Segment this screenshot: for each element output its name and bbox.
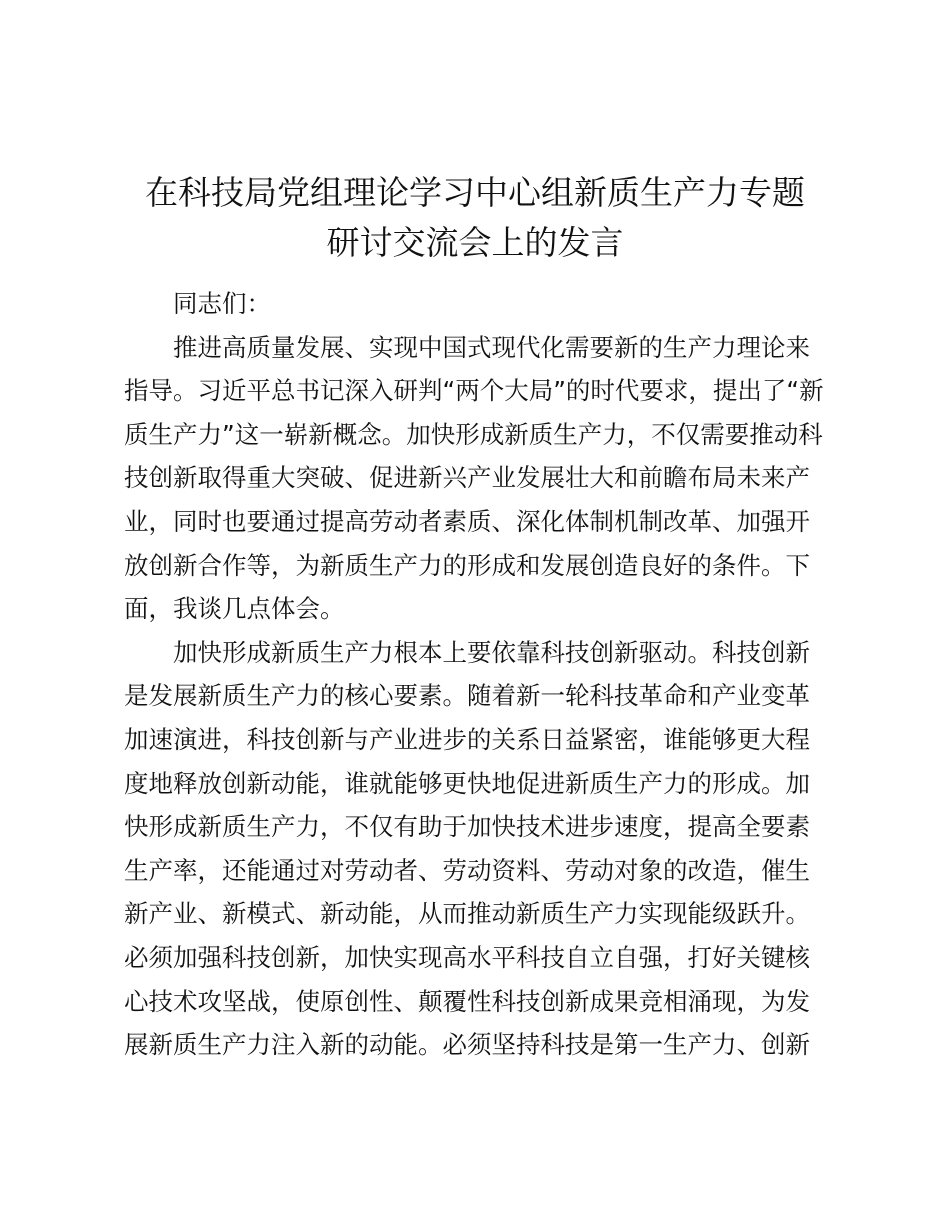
paragraph-1-line: 推进高质量发展、实现中国式现代化需要新的生产力理论来: [173, 332, 810, 362]
title-line: 研讨交流会上的发言: [326, 223, 624, 262]
paragraph-2-line: 新产业、新模式、新动能，从而推动新质生产力实现能级跃升。: [124, 899, 810, 929]
paragraph-2-line: 展新质生产力注入新的动能。必须坚持科技是第一生产力、创新: [124, 1030, 810, 1060]
paragraph-1-line: 技创新取得重大突破、促进新兴产业发展壮大和前瞻布局未来产: [124, 463, 810, 493]
paragraph-2-line: 加快形成新质生产力根本上要依靠科技创新驱动。科技创新: [173, 637, 810, 667]
paragraph-1-line: 业，同时也要通过提高劳动者素质、深化体制机制改革、加强开: [124, 506, 810, 536]
document-title: [100, 168, 850, 268]
paragraph-2-line: 快形成新质生产力，不仅有助于加快技术进步速度，提高全要素: [124, 812, 810, 842]
paragraph-1-line: 指导。习近平总书记深入研判“两个大局”的时代要求，提出了“新: [124, 376, 824, 406]
paragraph-1-line: 质生产力”这一崭新概念。加快形成新质生产力，不仅需要推动科: [124, 419, 823, 449]
paragraph-1-line: 放创新合作等，为新质生产力的形成和发展创造良好的条件。下: [124, 550, 810, 580]
paragraph-2-line: 度地释放创新动能，谁就能够更快地促进新质生产力的形成。加: [124, 768, 810, 798]
paragraph-2-line: 心技术攻坚战，使原创性、颠覆性科技创新成果竞相涌现，为发: [124, 986, 810, 1016]
document-body: [124, 282, 824, 1067]
paragraph-2-line: 加速演进，科技创新与产业进步的关系日益紧密，谁能够更大程: [124, 724, 810, 754]
paragraph-1-line: 面，我谈几点体会。: [124, 594, 345, 624]
paragraph-2-line: 生产率，还能通过对劳动者、劳动资料、劳动对象的改造，催生: [124, 855, 810, 885]
title-line: 在科技局党组理论学习中心组新质生产力专题: [145, 173, 805, 212]
paragraph-2-line: 必须加强科技创新，加快实现高水平科技自立自强，打好关键核: [124, 942, 810, 972]
salutation: 同志们：: [173, 289, 271, 318]
paragraph-2-line: 是发展新质生产力的核心要素。随着新一轮科技革命和产业变革: [124, 681, 810, 711]
